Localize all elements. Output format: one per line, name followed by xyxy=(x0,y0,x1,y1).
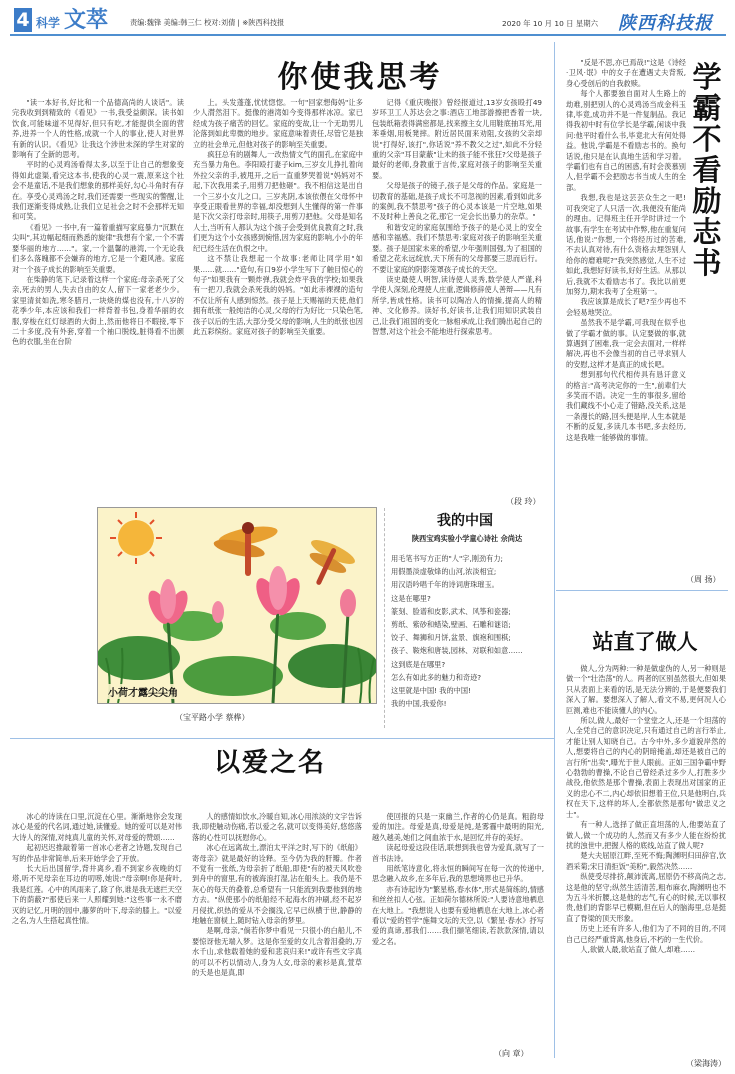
paragraph: 长大后出国留学,背井离乡,看不到家乡夜晚的灯塔,听不见母亲在耳边的叨唠,她说:"母亲啊!你是荷叶,我是红莲。心中的风雨来了,除了你,谁是我无遮拦天空下的荫蔽?"那使后来一人照耀到她:"这些事一永不磨灭的记忆,月明的园中,藤萝的叶下,母亲的膝上。"以爱之名,为人生搭起真性情。 xyxy=(12,864,182,926)
paragraph: 起初迟迟推敲着第一首冰心老者之诗题,发现自己写的作品非常简单,后来开始学会了开放。 xyxy=(12,843,182,863)
section-divider xyxy=(10,738,554,739)
paragraph: 读史最使人明智,读诗使人灵秀,数学使人严谨,科学使人深刻,伦理使人庄重,逻辑修辞使人善辩——凡有所学,皆成性格。读书可以陶冶人的情操,提高人的精神、文化修养。读好书,好读书,让我们用知识武装自己,让我们祖国的变化一脉相承成,让我们腾出起自己的智慧,对这个社会不能地进行探索思考。 xyxy=(372,274,542,336)
poem-line: 剪纸、紫砂和蜡染,壁画、石雕和谜语; xyxy=(391,620,511,630)
article-2-column-1 xyxy=(12,812,182,1060)
paragraph: "读一本好书,好比和一个品德高尚的人谈话"。读完我收到到精致的《看见》一书,我受益颇深。读书如饮食,可能味道不见得好,但只有吃,才能提供全面的营养,进养一个人的性格,成就一个人的事业,使人对世界有新的认识。《看见》让我这个涉世未深的学生对家的影响有了全新的思考。 xyxy=(12,98,184,160)
paragraph: 读起母爱这段佳话,联想到我也曾为爱真,就写了一首书法诗。 xyxy=(372,843,544,863)
article-2-column-2 xyxy=(192,812,362,1060)
article-1-column-3 xyxy=(372,98,542,428)
paragraph: 所以,做人,最好一个堂堂之人,还是一个坦荡的人,全凭自己的意识决定,只有通过自己的言行举止,才能让别人知晓自己。古今中外,多少道貌岸然的人,想要将自己的内心的阴暗掩盖,却还是被自己的言行所"出卖",曝光于世人眼前。正如三国争霸中野心勃勃的曹操,不论自己曾经杀过多少人,打胜多少战役,他依然是那个曹操,表面上表现出对国家的正义的忠心不二,内心却依旧想着王位,只是他明白,兵权在天下,这样的坏人,全都依然是那句"做忠义之士"。 xyxy=(566,716,726,819)
section-label: 科学 xyxy=(36,16,61,30)
paragraph: 平时的心灵鸡汤看得太多,以至于让自己的想象变得如此虚渠,看完这本书,使我的心灵一震,原来这个社会不是童话,不是我们想象的那样美好,勾心斗角时有存在。享受心灵鸡汤之时,我们还需要一些现实的警醒,让我们逐渐变得成熟,让我们立足社会之时不会那样无知和可笑。 xyxy=(12,160,184,222)
editor-credits: 责编:魏锋 美编:韩三仁 校对:刘倩 | ※陕西科技报 xyxy=(130,18,285,27)
paragraph: 《看见》一书中,有一篇着重描写家庭暴力"沉默在尖叫",其边幅起细而熟悉的旋律"我想有个家,一个不需要华丽的地方……"。家,一个温馨的港湾,一个无论我们多么落魄都不会嫌弃的地方,它是一个避风港。家庭对一个孩子成长的影响至关重要。 xyxy=(12,222,184,274)
poem-line: 孩子、鞍炮和唐装,园林、对联和如意…… xyxy=(391,646,523,656)
paragraph: 冰心在远离故土,漂泊太平洋之时,写下的《纸船》寄母亲》就是最好的诠释。至今仍为我的肝瓣。作者不觉有一张纸,为母亲折了纸船,即使"有的被天风吹卷到舟中的窗里,有的被海浪打湿,沾在船头上。我仍是不灰心的每天的叠着,总希望有一只能流到我要他到的地方去。"纵使那小的纸船经不起海水的冲刷,经不起岁月侵扰,织热的爱从不会搁浅,它早已纵横于世,静静的地触在窗棂上,随时钻入母亲的梦里。 xyxy=(192,843,362,926)
poem-line: 我的中国,我爱你! xyxy=(391,699,447,709)
poem-line: 用汉语吟唱千年的诗词唐珠璀玉。 xyxy=(391,580,499,590)
paragraph: 使回报的只是一束幽兰,作者的心仍是真。粗韵母爱的加注。母爱是真,母爱是纯,是雾霾中最明的阳光,越久越美,她们之间血浓于水,是回忆并存的美好。 xyxy=(372,812,544,842)
paragraph: 虽然我不是学霸,可我现在似乎也做了学霸才做的事。认定要做的事,就算遇到了困难,我一定会去面对,一样样解决,再也不会像当初的自己寻求别人的安慰,这样才是真正的成长吧。 xyxy=(566,318,686,369)
paragraph: 做人,分为两种:一种是做虚伪的人,另一种则是做一个"壮浩荡"的人。两者的区别虽然很大,但如果只从表面上来看的话,是无法分辨的,于是便要我们深入了解。要想深入了解人,看文不易,更何况人心叵测,难也不能读懂人的内心。 xyxy=(566,664,726,715)
paragraph: 在柴静的笔下,记录着这样一个家庭:母亲杀死了父亲,死去的男人,失去自由的女人,留下一家老老少少。家里清贫如洗,寒冬腊月,一块烧的煤也没有,十八岁的花季少年,本应该和我们一样背着书包,身着华丽的衣服,穿梭在红灯绿酒的大街上,然而他将日不暇接,零下二十多度,没有外套,穿着一个袖口脱线,脏得看不出颜色的衣服,坐在台阶 xyxy=(12,274,184,347)
masthead-logo: 陕西科技报 xyxy=(618,13,713,34)
poem-line: 饺子、舞狮和月饼,盆景、旗袍和围棋; xyxy=(391,633,511,643)
poem-line: 这里就是中国! 我的中国! xyxy=(391,686,471,696)
poem-title: 我的中国 xyxy=(437,513,493,529)
paragraph: 和谐安定的家庭氛围给予孩子的是心灵上的安全感和幸福感。我们不禁思考:家庭对孩子的影响至关重要。孩子是国家未来的希望,少年强则国强,为了祖国的希望之花永远绽放,天下所有的父母都要三思而后行。不要让家庭的阴影笼罩孩子成长的天空。 xyxy=(372,222,542,274)
poem-lines xyxy=(391,552,543,710)
paragraph: 楚大夫屈原江畔,至死不悔;陶渊明归田辞官,饮酒采菊;宋日清拒饭"美粉",毅然决然…… xyxy=(566,851,726,871)
article-2-author: （向 章） xyxy=(494,1049,529,1058)
article-3-author: （梁海涛） xyxy=(686,1059,726,1068)
paragraph: 冰心的诗读在口里,沉淀在心里。渐渐地你会发现冰心是爱的代名词,通过她,读懂爱。她的爱可以是对伟大诗人的深情,对纯真儿童的关怀,对母爱的赞颂…… xyxy=(12,812,182,842)
vertical-divider xyxy=(554,42,555,1058)
paragraph: 用纸笔诗意化,将永恒的瞬间写在每一次的传递中,思念融入故乡,在多年后,我的思想境界也已升华。 xyxy=(372,864,544,884)
poem-line: 篆刻、脸谱和皮影,武术、风筝和瓷器; xyxy=(391,606,511,616)
article-title-2: 以爱之名 xyxy=(213,748,326,778)
article-1-column-1 xyxy=(12,98,184,428)
poem-line: 这到底是在哪里? xyxy=(391,659,446,669)
sidebar-column xyxy=(566,58,686,568)
paragraph: 历史上还有许多人,他们为了不同的目的,不同自己已经严重背离,他身后,不朽的一生代价。 xyxy=(566,924,726,944)
children-painting xyxy=(98,508,376,703)
sidebar-title: 学霸不看励志书 xyxy=(692,60,722,280)
page-number-badge xyxy=(14,8,32,32)
article-1-author: （段 玲） xyxy=(506,497,541,506)
paragraph: 我想,我也是这芸芸众生之一吧!可我突定了人只活一次,我便没有能尚的理由。记得班主任开学时讲过一个故事,有学生在考试中作弊,他在重复问话,他说:"你想,一个将经历过的苦难,不去认真对待,有什么资格去埋怨别人给你的磨难呢?"我突然感觉,人生不过如此,我想好好读书,好好生活。从那以后,我就不太看励志书了。我比以前更加努力,期末我考了全班第一。 xyxy=(566,193,686,296)
issue-date: 2020 年 10 月 10 日 星期六 xyxy=(502,19,599,28)
article-title-3: 站直了做人 xyxy=(592,629,698,654)
paragraph: 上。头发蓬蓬,忧忧惚惚。一句"回家想侮妈"让多少人潸然泪下。挺像的港湾如今变得那样冰凉。家已经成为孩子痛苦的回忆。家庭的变故,让一个无助男儿沦落到如此卑微的地步。家庭意味着责任,尽管它是独立的社会单元,但他对孩子的影响至关重要。 xyxy=(193,98,363,149)
paragraph: 疯狂总有的剧舞人,一改热情文气的面孔,在家庭中充当暴力角色。李阳殴打妻子kim,三岁女儿挣扎着向外拉父亲的手,被甩开,之后一直重梦哭着说"妈妈对不起,下次我用柔子,用剪刀把他砸"。我不相信这是出自一个三岁小女儿之口。三岁兆阴,本该依偎在父母怀中享受正眼看世界的幸福,却没想到人生懂得的第一件事是下次父亲打母亲时,用筷子,用剪刀把他。父母是知名人士,当听有人都认为这个孩子会受到优良教育之时,我们更为这个小女孩感到惋惜,因为家庭的影响,小小的年纪已经生活在仇恨之中。 xyxy=(193,150,363,253)
painting-frame xyxy=(97,507,377,704)
article-3-column xyxy=(566,664,726,1054)
poem-line: 用毛笔书写方正的"人"字,刚劲有力; xyxy=(391,554,503,563)
paragraph: 是啊,母亲,"倘若你梦中看见一只很小的白船儿,不要惊讶他无端入梦。这是你至爱的女儿含着泪叠的,万水千山,求他载着她的爱和悲哀归来!"或许有些文字真的可以不朽以情动人,身为人女,母亲的素衫是真,萱草的夭是也是真,即 xyxy=(192,926,362,978)
paragraph: 想到那句代代相传具有恳讦意义的格言:"高考决定你的一生",前辈们大多笑而不语。决定一生的事很多,留给我们藏线不小心走了错路,没关系,这是一条漫长的路,回头便是岸,人生本就是不断的反复,多读几本书吧,多去经历,这是我唯一能够做的事情。 xyxy=(566,370,686,442)
paragraph: "反是不思,亦已焉哉!"这是《诗经·卫风·氓》中的女子在遭遇丈夫背叛,身心受创后的自我救赎。 xyxy=(566,58,686,88)
paragraph: 人的感情如饮水,冷暖自知,冰心用浓淡的文字告诉我,即使触动伤痛,若以爱之名,就可以变得美好,悠悠落落的心性可以抚慰你心。 xyxy=(192,812,362,842)
paragraph: 人,欲做人最,欲站直了做人,却难…… xyxy=(580,944,696,954)
paragraph: 有一种人,选择了做正直坦荡的人,他要站直了做人,做一个成功的人,然而又有多少人能在纷纷扰扰的浊世中,把握人格的底线,站直了做人呢? xyxy=(566,820,726,850)
article-1-column-2 xyxy=(193,98,363,428)
section-divider xyxy=(556,590,728,591)
paragraph: 亦有诗起诗为"繁星格,春水体",形式是简练的,情感和丝丝扣人心弦。正如荷尔德林所说:"人要诗意地栖息在大地上。"我想说人也要有爱地栖息在大地上,冰心者看以"爱的哲学"施舞文坛的天空,以《繁星·春水》抒写爱的真谛,那我们……我们撷笔细读,若款款深情,请以爱之名。 xyxy=(372,884,544,946)
painting-credit: （宝平路小学 蔡桦） xyxy=(175,713,250,722)
page-number: 4 xyxy=(16,9,30,31)
paragraph: 父母是孩子的镜子,孩子是父母的作品。家庭是一切教育的基础,是孩子成长不可忽视的因素,看到如此多的案例,我不禁思考"孩子的心灵本该是一片空地,如果不及时种上善良之花,那它一定会长出暴力的杂草。" xyxy=(372,181,542,222)
article-2-column-3 xyxy=(372,812,544,1044)
paragraph: 记得《重庆晚报》曾经报道过,13岁女孩殴打49岁环卫工人苏达会之事:酒店工地部游擦把香着一块,包装纸箱表得满密都是,找来擦主女儿用鞋底抽耳光,用苯垂烟,用板凳摔。附近居民面来劝阻,女孩的父亲却说"打得好,该打",你话说"养不教父之过",如此不分轻重的父亲"耳目蒙蔽"让未的孩子能不张狂?父母是孩子最好的老师,身教重于言传,家庭对孩子的影响至关重要。 xyxy=(372,98,542,180)
paragraph: 这不禁让我想起一个故事:老师让同学用"如果……就……"造句,有口9岁小学生写下了触目惊心的句子"如果我有一颗炸弹,我就会炸平我的学校;如果我有一把刀,我就会杀死我的妈妈。"如此赤裸裸的造句不仅让所有人感到惊然。孩子是上天赐福的天使,他们拥有纸张一般纯洁的心灵,父母的行为好比一只染色笔,孩子以后的生活,大部分受父母的影响,人生的纸张也因此五彩缤纷。家庭对孩子的影响至关重要。 xyxy=(193,254,363,336)
poem-author: 陕西宝鸡实验小学童心诗社 佘尚达 xyxy=(411,534,523,543)
paragraph: 纵使受尽排挤,颠沛流离,屈原仍不移高尚之志,这是他的坚守;纵然生活清苦,粗布麻衣,陶渊明也不为五斗米折腰,这是他的志气,有心的时候,无以事权贵,他们的背影早已模糊,但在后人的脑海里,总是挺直了脊梁的顶天形象。 xyxy=(566,872,726,923)
paragraph: 每个人都要独自面对人生路上的劫难,别把别人的心灵鸡汤当成金科玉律,毕竟,成功并不是一件复制品。我记得我初中时有位学长是学霸,闲谈中我问:他平时看什么书,毕竟北大有何处得益。他说,学霸是不看励志书的。换句话说,他只是在认真地生活和学习着。学霸们也有自己的困惑,有时会羡慕别人,但学霸不会把励志书当成人生的全部。 xyxy=(566,89,686,192)
article-title-1: 你使我思考 xyxy=(277,60,443,95)
painting-caption: 小荷才露尖尖角 xyxy=(106,684,180,699)
poem-box xyxy=(384,508,545,728)
poem-line: 这是在哪里? xyxy=(391,593,431,603)
paragraph: 我应该算是成长了吧?至少再也不会轻易地哭泣。 xyxy=(566,297,686,317)
section-title: 文萃 xyxy=(64,7,109,33)
poem-line: 怎么有如此多的魅力和奇迹? xyxy=(391,672,482,682)
poem-line: 用假墨淡虚敬烽的山河,浓淡相宜; xyxy=(391,567,497,577)
header-rule xyxy=(10,34,726,36)
sidebar-author: （周 扬） xyxy=(686,575,721,584)
